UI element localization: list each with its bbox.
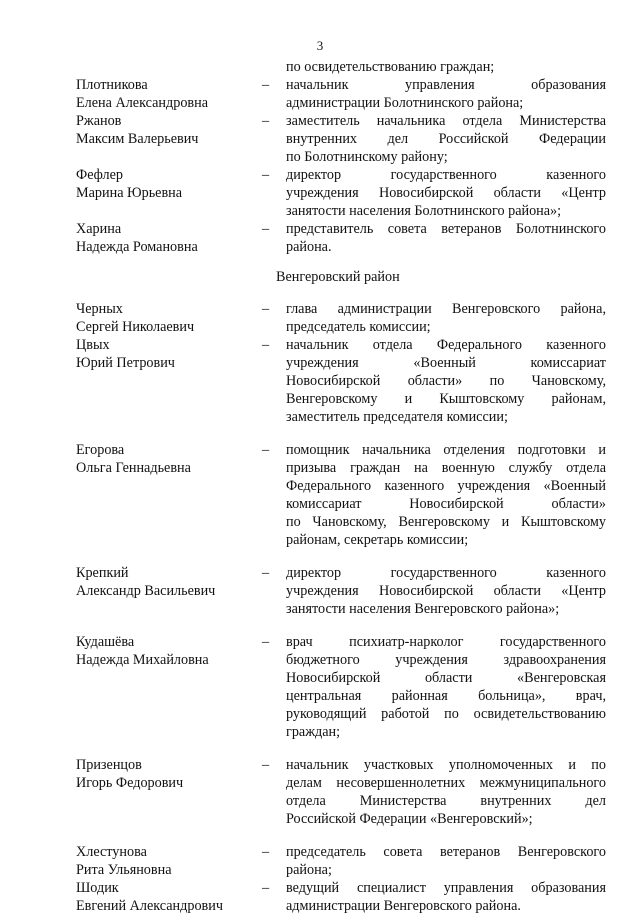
member-entry [76,220,606,256]
member-name [76,300,262,336]
position-line: директор государственного казенного [286,167,606,183]
position-line: отдела Министерства внутренних дел [286,793,606,809]
member-name [76,336,262,372]
dash: – [262,565,270,581]
dash: – [262,442,270,458]
position-line: представитель совета ветеранов Болотнинского [286,221,606,237]
member-given-name: Сергей Николаевич [76,319,195,335]
member-entry [76,166,606,220]
dash: – [262,337,270,353]
position-line: центральная районная больница», врач, [286,688,606,704]
position-line: руководящий работой по освидетельствованию [286,706,606,722]
member-given-name: Александр Васильевич [76,583,216,599]
position-line: председатель совета ветеранов Венгеровского [286,844,606,860]
position-line: бюджетного учреждения здравоохранения [286,652,606,668]
position-line: Российской Федерации «Венгеровский»; [286,811,533,827]
dash: – [262,167,270,183]
position-line: начальник управления образования [286,77,606,93]
position-line: Новосибирской области» по Чановскому, [286,373,606,389]
member-name [76,633,262,669]
member-given-name: Надежда Романовна [76,239,198,255]
member-name [76,76,262,112]
continuation-row [76,58,606,76]
member-given-name: Юрий Петрович [76,355,175,371]
member-entry [76,843,606,879]
member-given-name: Максим Валерьевич [76,131,199,147]
position-line: Новосибирской области «Венгеровская [286,670,606,686]
member-entry [76,564,606,618]
dash: – [262,844,270,860]
dash: – [262,757,270,773]
position-line: занятости населения Венгеровского района»; [286,601,560,617]
bolotninsky-members [76,76,606,256]
member-surname: Шодик [76,880,119,896]
member-given-name: Марина Юрьевна [76,185,183,201]
member-entry [76,441,606,549]
member-surname: Черных [76,301,123,317]
member-given-name: Надежда Михайловна [76,652,209,668]
member-position [286,756,606,828]
member-surname: Харина [76,221,122,237]
position-line: занятости населения Болотнинского района»; [286,203,562,219]
position-line: Федерального казенного учреждения «Военный [286,478,606,494]
member-entry [76,633,606,741]
document-body [76,58,606,915]
member-surname: Фефлер [76,167,123,183]
member-surname: Хлестунова [76,844,147,860]
member-name [76,441,262,477]
dash: – [262,221,270,237]
dash: – [262,880,270,896]
position-line: Венгеровскому и Кыштовскому районам, [286,391,606,407]
member-position [286,441,606,549]
member-given-name: Елена Александровна [76,95,208,111]
position-line: ведущий специалист управления образования [286,880,606,896]
member-position [286,300,606,336]
member-entry [76,756,606,828]
position-line: учреждения «Военный комиссариат [286,355,606,371]
member-entry [76,300,606,336]
page-number: 3 [316,38,324,53]
member-entry [76,112,606,166]
position-line: районам, секретарь комиссии; [286,532,469,548]
member-surname: Ржанов [76,113,122,129]
position-line: помощник начальника отделения подготовки и [286,442,606,458]
member-name [76,564,262,600]
member-position [286,112,606,166]
position-line: по Чановскому, Венгеровскому и Кыштовскому [286,514,606,530]
position-line: района. [286,239,332,255]
member-given-name: Евгений Александрович [76,898,223,914]
member-position [286,336,606,426]
member-position [286,76,606,112]
member-surname: Призенцов [76,757,142,773]
position-line: глава администрации Венгеровского района, [286,301,606,317]
position-line: заместитель начальника отдела Министерства [286,113,606,129]
member-name [76,843,262,879]
position-line: председатель комиссии; [286,319,431,335]
position-line: начальник участковых уполномоченных и по [286,757,606,773]
member-position [286,220,606,256]
section-title: Венгеровский район [276,269,400,285]
position-line: по Болотнинскому району; [286,149,448,165]
member-entry [76,336,606,426]
position-line: заместитель председателя комиссии; [286,409,508,425]
member-position [286,564,606,618]
member-position [286,166,606,220]
member-name [76,879,262,915]
member-position [286,843,606,879]
member-name [76,112,262,148]
member-surname: Кудашёва [76,634,135,650]
position-line: комиссариат Новосибирской области» [286,496,606,512]
member-position [286,879,606,915]
member-surname: Плотникова [76,77,148,93]
position-line: директор государственного казенного [286,565,606,581]
member-position [286,633,606,741]
position-line: района; [286,862,332,878]
member-given-name: Игорь Федорович [76,775,184,791]
position-line: учреждения Новосибирской области «Центр [286,583,606,599]
position-line: администрации Венгеровского района. [286,898,521,914]
position-line: внутренних дел Российской Федерации [286,131,606,147]
dash: – [262,113,270,129]
position-line: призыва граждан на военную службу отдела [286,460,606,476]
member-surname: Крепкий [76,565,129,581]
position-line: администрации Болотнинского района; [286,95,524,111]
dash: – [262,634,270,650]
dash: – [262,301,270,317]
member-name [76,756,262,792]
member-entry [76,76,606,112]
position-line: граждан; [286,724,341,740]
member-given-name: Рита Ульяновна [76,862,172,878]
position-line: делам несовершеннолетних межмуниципального [286,775,606,791]
member-name [76,220,262,256]
position-line: врач психиатр-нарколог государственного [286,634,606,650]
member-given-name: Ольга Геннадьевна [76,460,191,476]
member-entry [76,879,606,915]
member-surname: Цвых [76,337,110,353]
member-name [76,166,262,202]
position-line: начальник отдела Федерального казенного [286,337,606,353]
dash: – [262,77,270,93]
position-line: учреждения Новосибирской области «Центр [286,185,606,201]
member-surname: Егорова [76,442,125,458]
continuation-text: по освидетельствованию граждан; [286,59,495,75]
vengerovsky-members [76,300,606,915]
